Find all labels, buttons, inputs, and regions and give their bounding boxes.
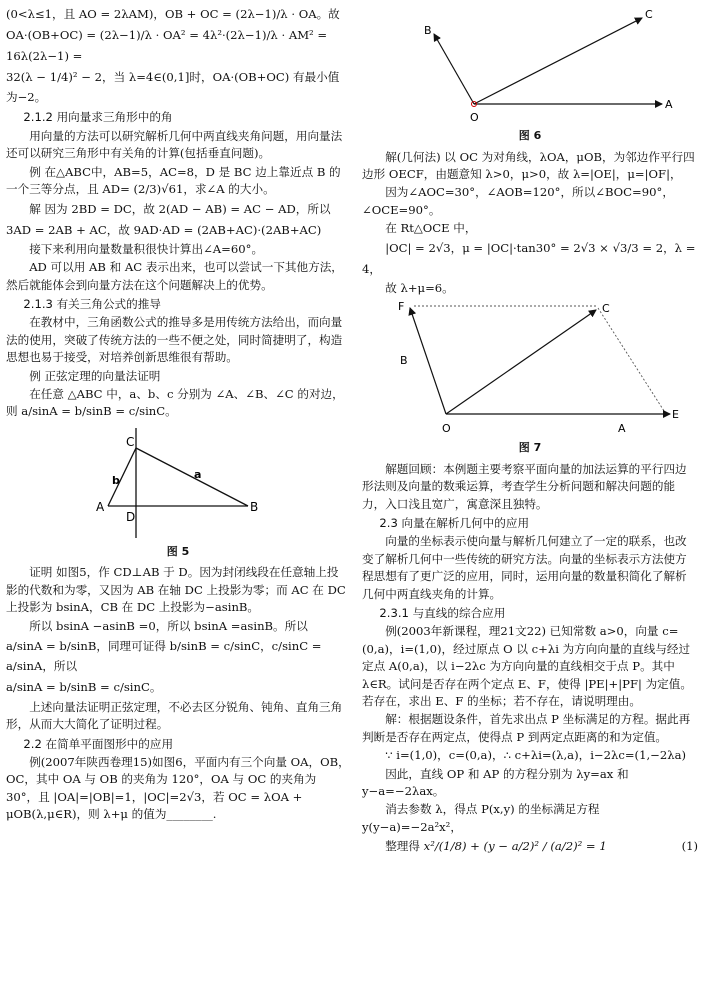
vector-oc (446, 310, 596, 414)
paragraph: 上述向量法证明正弦定理，不必去区分锐角、钝角、直角三角形，从而大大简化了证明过程。 (6, 699, 343, 732)
paragraph: (0<λ≤1，且 AO = 2λAM)，OB + OC = (2λ−1)/λ · OA。故 (6, 7, 340, 21)
vector-of (410, 308, 446, 414)
paragraph: 因为∠AOC=30°，∠AOB=120°，所以∠BOC=90°，∠OCE=90°。 (362, 185, 674, 217)
label-o: O (470, 111, 479, 124)
label-b: B (424, 24, 432, 37)
paragraph: a/sinA = b/sinB = c/sinC。 (6, 680, 162, 695)
equation-lead: 整理得 (385, 839, 420, 854)
dashed-ce (598, 308, 666, 414)
figure-5-caption: 图 5 (166, 544, 190, 558)
label-a: A (96, 499, 105, 514)
paragraph: 32(λ − 1/4)² − 2，当 λ=4∈(0,1]时，OA·(OB+OC) 有最小值为−2。 (6, 69, 340, 105)
paragraph: 消去参数 λ，得点 P(x,y) 的坐标满足方程 y(y−a)=−2a²x²， (362, 802, 600, 834)
equation-body (362, 838, 607, 855)
paragraph: AD 可以用 AB 和 AC 表示出来，也可以尝试一下其他方法，然后就能体会到向量方法在这个问题解决上的优势。 (6, 260, 343, 292)
paragraph: 例(2003年新课程，理21文22) 已知常数 a>0，向量 c=(0,a)，i=(1,0)，经过原点 O 以 c+λi 为方向向量的直线与经过定点 A(0,a)，以 i−2λc 为方向向量的直线相交于点 P。其中 λ∈R。试问是否存在两个定点 E、F，使得 |PE|+|PF| 为定值。若存在，求出 E、F 的坐标；若不存在，请说明理由。 (362, 624, 692, 708)
vector-ob (434, 34, 474, 104)
section-heading: 2.1.3 有关三角公式的推导 (23, 297, 161, 312)
label-side-a: a (194, 467, 202, 481)
paragraph: 解题回顾：本例题主要考察平面向量的加法运算的平行四边形法则及向量的数乘运算，考查学生分析问题和解决问题的能力，入口浅且宽广，寓意深且独特。 (362, 461, 687, 511)
paragraph: 故 λ+μ=6。 (385, 281, 454, 296)
paragraph: 在任意 △ABC 中，a、b、c 分别为 ∠A、∠B、∠C 的对边，则 a/sinA = b/sinB = c/sinC。 (6, 387, 344, 419)
paragraph: 例 在△ABC中，AB=5，AC=8，D 是 BC 边上靠近点 B 的一个三等分点，且 AD= (2/3)√61，求∠A 的大小。 (6, 164, 341, 196)
paragraph: |OC| = 2√3，μ = |OC|·tan30° = 2√3 × √3/3 = 2，λ = 4， (362, 241, 696, 276)
label-b: B (400, 354, 408, 368)
label-c: C (645, 8, 653, 21)
label-d: D (126, 509, 136, 524)
paragraph: 向量的坐标表示使向量与解析几何建立了一定的联系，也改变了解析几何中一些传统的研究方法。向量的坐标表示方法使方程思想有了更广泛的应用，同时，运用向量的数量积简化了解析几何中两直线夹角的计算。 (362, 534, 687, 601)
label-b: B (250, 499, 259, 514)
paragraph: 所以 bsinA −asinB =0，所以 bsinA =asinB。所以 (29, 618, 308, 633)
paragraph: 用向量的方法可以研究解析几何中两直线夹角问题，用向量法还可以研究三角形中有关角的计算(包括垂直问题)。 (6, 128, 343, 161)
label-o: O (442, 422, 451, 436)
label-a: A (618, 422, 626, 436)
label-side-b: b (112, 473, 120, 487)
segment-cb (136, 448, 248, 506)
figure-7 (370, 298, 690, 438)
paragraph: 解：根据题设条件，首先求出点 P 坐标满足的方程。据此再判断是否存在两定点，使得点 P 到两定点距离的和为定值。 (362, 712, 691, 744)
paragraph: 接下来利用向量数量积很快计算出∠A=60°。 (29, 241, 264, 256)
paragraph: OA·(OB+OC) = (2λ−1)/λ · OA² = 4λ²·(2λ−1)/λ · AM² = 16λ(2λ−1) = (6, 28, 328, 63)
label-c: C (602, 302, 610, 316)
equation-text: x²/(1/8) + (y − a/2)² / (a/2)² = 1 (423, 839, 607, 854)
label-a: A (665, 98, 673, 111)
left-column (6, 4, 350, 824)
label-e: E (672, 408, 679, 422)
section-heading: 2.2 在简单平面图形中的应用 (23, 736, 174, 751)
paragraph: ∵ i=(1,0)，c=(0,a)，∴ c+λi=(λ,a)，i−2λc=(1,−2λa) (385, 748, 687, 763)
equation-number: (1) (681, 839, 698, 854)
figure-6 (380, 4, 680, 126)
section-heading: 2.1.2 用向量求三角形中的角 (23, 110, 173, 125)
paragraph: 在 Rt△OCE 中， (385, 221, 477, 236)
vector-oc (474, 18, 642, 104)
figure-5 (78, 422, 278, 542)
label-f: F (398, 300, 405, 314)
paragraph: 解 因为 2BD = DC，故 2(AD − AB) = AC − AD，所以 3AD = 2AB + AC，故 9AD·AD = (2AB+AC)·(2AB+AC) (6, 202, 331, 237)
equation-1 (362, 838, 698, 855)
label-c: C (126, 434, 135, 449)
right-column (362, 4, 698, 858)
section-heading: 2.3.1 与直线的综合应用 (379, 606, 506, 621)
paragraph: 例 正弦定理的向量法证明 (29, 368, 161, 383)
figure-7-caption: 图 7 (518, 441, 542, 455)
paragraph: 解(几何法) 以 OC 为对角线，λOA，μOB，为邻边作平行四边形 OECF，由题意知 λ>0，μ>0，故 λ=|OE|，μ=|OF|， (362, 149, 695, 181)
paragraph: a/sinA = b/sinB，同理可证得 b/sinB = c/sinC，c/sinC = a/sinA，所以 (6, 638, 322, 674)
paragraph: 在教材中，三角函数公式的推导多是用传统方法给出，而向量法的使用，突破了传统方法的一些不便之处，同时简捷明了，构造思想也易于接受，对培养创新思维很有帮助。 (6, 315, 343, 365)
figure-6-caption: 图 6 (518, 129, 542, 142)
paragraph: 因此，直线 OP 和 AP 的方程分别为 λy=ax 和 y−a=−2λax。 (362, 766, 629, 798)
paragraph: 证明 如图5，作 CD⊥AB 于 D。因为封闭线段在任意轴上投影的代数和为零，又因为 AB 在轴 DC 上投影为零；而 AC 在 DC 上投影为 bsinA，CB 在 DC 上投影为−asinB。 (6, 565, 346, 615)
paragraph: 例(2007年陕西卷理15)如图6，平面内有三个向量 OA，OB，OC，其中 OA 与 OB 的夹角为 120°，OA 与 OC 的夹角为 30°，且 |OA|=|OB|=1，|OC|=2√3，若 OC = λOA + μOB(λ,μ∈R)，则 λ+μ 的值为________. (6, 754, 350, 822)
section-heading: 2.3 向量在解析几何中的应用 (379, 516, 530, 531)
